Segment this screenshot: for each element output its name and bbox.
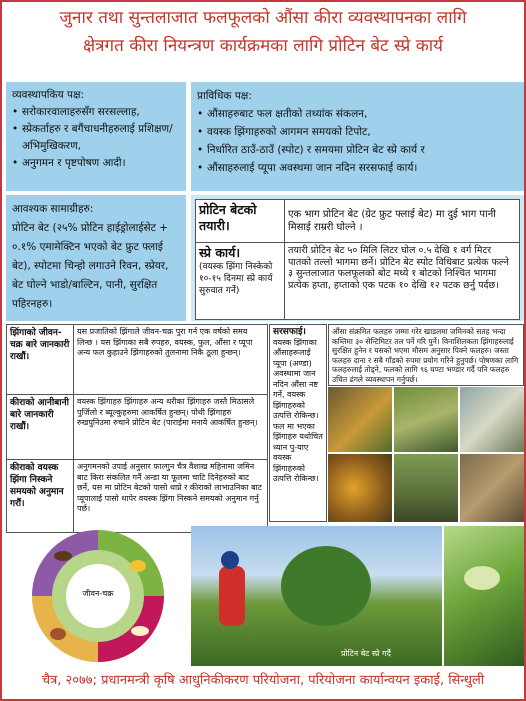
bait-prep-label: प्रोटिन बेटको तयारी।	[199, 202, 257, 233]
sanitation-text: औंसा संक्रमित फलहरु जम्मा गरेर खाडलमा जमिनको सतह भन्दा कम्तिमा ३० सेन्टिमिटर तल पर्ने गरि पुर्ने। विनाशिलकता झिंगाहरुलाई सुरक्षित हुनेन र यसको भएमा मौसम अनुसार पिक्ने फलहरु। जस्ता फलहरु दाना र सबै गाँडको रुपमा प्रयोग गरिने हुनुपर्छ। पोषणका लागि फलहरुलाई तोड्ने, फलको लागि ९६ घण्टा भण्डार गर्दै पनि फलहरु उचित ढंगले व्यवस्थापन गर्नुपर्छ।	[332, 327, 519, 384]
table-row	[7, 395, 268, 460]
photo-people-field	[394, 387, 458, 452]
bait-prep-text: एक भाग प्रोटिन बेट (ग्रेट फ्रुट फ्लाई बेट) मा दुई भाग पानी मिसाई राम्ररी घोल्ने ।	[285, 200, 520, 243]
table-row	[196, 243, 520, 320]
title-line-2: क्षेत्रगत कीरा नियन्त्रण कार्यक्रमका लागि प्रोटिन बेट स्प्रे कार्य	[82, 36, 444, 56]
management-heading: व्यवस्थापकिय पक्ष:	[12, 89, 85, 101]
spray-photo-caption: प्रोटिन बेट स्प्रे गर्दै	[341, 649, 391, 658]
table-row	[196, 200, 520, 243]
leaf-spot	[464, 566, 500, 590]
poster-title	[2, 4, 524, 60]
photo-group-garden	[394, 454, 458, 522]
poster-footer: चैत्र, २०७७; प्रधानमन्त्री कृषि आधुनिकीकरण परियोजना, परियोजना कार्यान्वयन इकाई, सिन्धुली	[41, 673, 485, 688]
materials-heading: आवश्यक सामाग्रीहरु:	[12, 203, 94, 215]
spray-label: स्प्रे कार्य।	[199, 245, 241, 260]
materials-text: प्रोटिन बेट (२५% प्रोटिन हाईड्रोलाईसेट + ०.१% एमामेक्टिन भएको बेट फ्रुट फ्लाई बेट), स्पोटमा चिन्हो लगाउने रिवन, स्प्रेयर, बेट घोल्ने भाडो/बाल्टिन, पानी, सुरक्षित पहिरनहरु।	[12, 222, 169, 310]
materials-panel	[6, 195, 186, 321]
lifecycle-wheel	[8, 526, 188, 666]
sanitation-label: सरसफाई।	[273, 327, 306, 337]
sprayer-person	[219, 566, 245, 626]
spray-text: तयारी प्रोटिन बेट ५० मिलि लिटर घोल ०.५ देखि १ वर्ग मिटर पातको तल्लो भागमा छर्ने। प्रोटिन बेट स्पोट विधिबाट प्रत्येक फल्ने ३ सुन्तलाजात फलफूलको बोट मध्ये १ बोटको निश्चित भागमा प्रत्येक हप्ता, हप्ताको एक पटक १० देखि १२ पटक छर्नु पर्दछ।	[285, 243, 520, 320]
photo-spraying	[191, 526, 442, 666]
sanitation-text-box	[328, 324, 524, 386]
management-item: • सरोकारवालाहरुसँग सरसल्लाह,	[12, 104, 180, 121]
lifecycle-label: झिंगाको जीवन-चक्र बारे जानकारी राखौं।	[7, 325, 74, 395]
protein-table	[195, 199, 520, 320]
lifecycle-text: यस प्रजातिको झिंगाले जीवन-चक्र पुरा गर्न एक वर्षको समय लिन्छ । यस झिंगाका सबै रुपहरु, वयस्क, फुल, औंसा र प्यूपा अन्य फल कुहाउने झिंगाहरुको तुलनामा निकै ठूला हुन्छन्।	[74, 325, 268, 395]
lifecycle-table	[6, 324, 268, 533]
emergence-label: कीराको वयस्क झिंगा निस्कने समयको अनुमान गरौं।	[7, 460, 74, 533]
technical-heading: प्राविधिक पक्ष:	[197, 90, 252, 102]
table-row	[7, 460, 268, 533]
sanitation-sub: फल मा भएका झिंगाहरु यथोचित ध्यान पु-याए वयस्क झिंगाहरुको उत्पत्ति रोकिन्छ।	[273, 421, 323, 483]
technical-list	[197, 105, 518, 177]
behaviour-label: कीराको आनीबानी बारे जानकारी राखौं।	[7, 395, 74, 460]
sanitation-intro: वयस्क झिंगाका औंसाहरूलाई प्यूपा (अण्डा) अवस्थामा जान नदिन औंसा नष्ट गर्ने, वयस्क झिंगाहरुको उत्पत्ति रोकिन्छ।	[273, 337, 319, 420]
management-panel	[6, 82, 186, 191]
behaviour-text: वयस्क झिंगाहरु झिंगाहरु अन्य थरीका झिंगाहरु जस्तै मिठासले पुर्जिलो र ब्यूल्कुहरुमा आकर्षित हुन्छन्। पोथी झिंगाहरु रुखपुनिउमा रुचाने प्रोटिन बेट (पाराईमा मनाये आकर्षित हुन्छन्।	[74, 395, 268, 460]
technical-item: • निर्धारित ठाउँ-ठाउँ (स्पोट) र समयमा प्रोटिन बेट स्प्रे कार्य र	[197, 141, 518, 159]
technical-item: • औंसाहरुलाई प्यूपा अवस्थमा जान नदिन सरसफाई कार्य।	[197, 159, 518, 177]
sanitation-photos	[328, 387, 524, 522]
protein-table-panel	[191, 195, 524, 321]
wheel-center-label: जीवन-चक्र	[82, 589, 114, 598]
emergence-text: अनुगमनको उपाई अनुसार फाल्गुन चैत्र वैशाख महिनामा जमिन बाट किरा संकलित गर्नै अन्डा या फूलमा चाटि दिनेहरुको बाट छर्ने, यस मा प्रोटिन बेटको पासो थाप्ने र कीराको लाभाउनिका बाट प्यूपालाई पासो थापेर वयस्क झिंगा निस्कने समयको अनुमान गर्नु पर्छ।	[74, 460, 268, 533]
technical-panel	[191, 82, 524, 191]
table-row	[7, 325, 268, 395]
photo-fruits-pile	[328, 454, 392, 522]
photo-bucket	[460, 387, 524, 452]
management-list	[12, 104, 180, 172]
management-item: • स्प्रेकर्ताहरु र बगैंचाधनीहरुलाई प्रशिक्षण/अभिमुखिकरण,	[12, 121, 180, 155]
title-line-1: जुनार तथा सुन्तलाजात फलफूलको औंसा कीरा व्यवस्थापनका लागि	[59, 8, 467, 28]
technical-item: • वयस्क झिंगाहरुको आगमन समयको टिपोट,	[197, 123, 518, 141]
technical-item: • औंसाहरुबाट फल क्षतीको तथ्यांक संकलन,	[197, 105, 518, 123]
management-item: • अनुगमन र पृष्टपोषण आदी।	[12, 155, 180, 172]
tree-shape	[281, 546, 371, 626]
photo-fruit-collection	[328, 387, 392, 452]
person-head	[221, 551, 239, 569]
spray-sublabel: (वयस्क झिंगा निस्केको १०-१५ दिनमा स्प्रे कार्य सुरुवात गर्ने)	[199, 262, 273, 296]
photo-leaves	[444, 526, 524, 666]
photo-soil-pit	[460, 454, 524, 522]
sanitation-label-box	[269, 324, 327, 522]
